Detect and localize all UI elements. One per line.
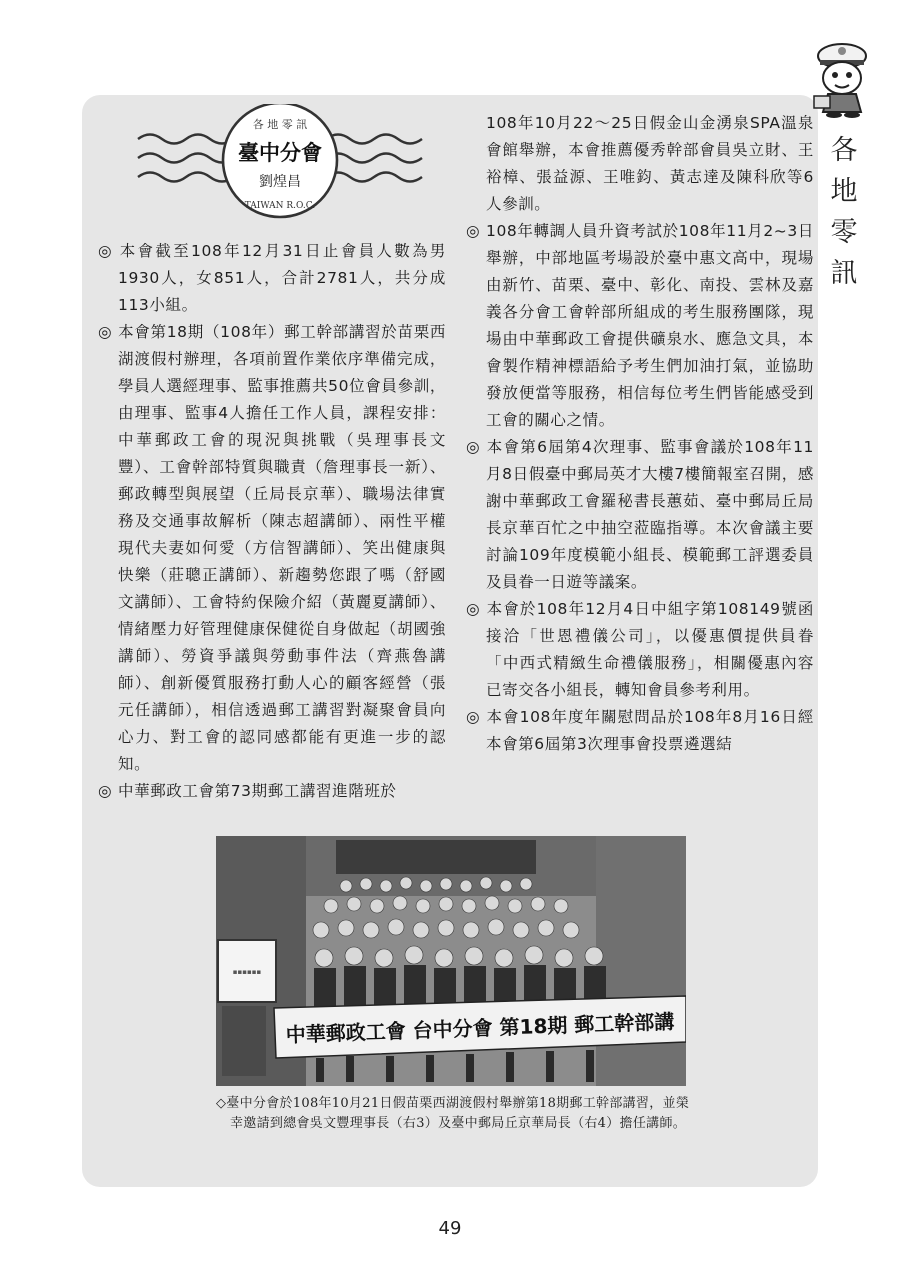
stamp-bottom-text: TAIWAN R.O.C. (244, 201, 316, 211)
photo-caption-text: ◇臺中分會於108年10月21日假苗栗西湖渡假村舉辦第18期郵工幹部講習，並榮幸邀請到總會吳文豐理事長（右3）及臺中郵局丘京華局長（右4）擔任講師。 (216, 1096, 690, 1131)
group-photo-illustration (216, 836, 686, 1086)
news-item: ◎ 本會於108年12月4日中組字第108149號函接洽「世恩禮儀公司」，以優惠價提供員眷「中西式精緻生命禮儀服務」，相關優惠內容已寄交各小組長，轉知會員參考利用。 (466, 600, 814, 699)
news-item: ◎ 108年轉調人員升資考試於108年11月2~3日舉辦，中部地區考場設於臺中惠文高中，現場由新竹、苗栗、臺中、彰化、南投、雲林及嘉義各分會工會幹部所組成的考生服務團隊，現場由中華郵政工會提供礦泉水、應急文具，本會製作精神標語給予考生們加油打氣，並協助發放便當等服務，相信每位考生們皆能感受到工會的關心之情。 (466, 222, 814, 429)
section-title-char: 地 (830, 176, 858, 207)
postmark-waves-left (138, 135, 234, 182)
postmark-waves-right (326, 135, 422, 182)
news-item: ◎ 本會第6屆第4次理事、監事會議於108年11月8日假臺中郵局英才大樓7樓簡報室召開，感謝中華郵政工會羅秘書長蕙茹、臺中郵局丘局長京華百忙之中抽空蒞臨指導。本次會議主要討論109年度模範小組長、模範郵工評選委員及員眷一日遊等議案。 (466, 438, 814, 591)
news-item: ◎ 本會截至108年12月31日止會員人數為男1930人，女851人，合計2781人，共分成113小組。 (98, 242, 446, 314)
stamp-top-text: 各 地 零 訊 (252, 118, 308, 131)
postman-mascot-icon (808, 36, 874, 118)
page-number: 49 (438, 1218, 462, 1239)
news-item: ◎ 本會第18期（108年）郵工幹部講習於苗栗西湖渡假村辦理，各項前置作業依序準備完成，學員人選經理事、監事推薦共50位會員參訓，由理事、監事4人擔任工作人員，課程安排：中華郵政工會的現況與挑戰（吳理事長文豐）、工會幹部特質與職責（詹理事長一新）、郵政轉型與展望（丘局長京華）、職場法律實務及交通事故解析（陳志超講師）、兩性平權現代夫妻如何愛（方信智講師）、笑出健康與快樂（莊聰正講師）、新趨勢您跟了嗎（舒國文講師）、工會特約保險介紹（黃麗夏講師）、情緒壓力好管理健康保健從自身做起（胡國強講師）、勞資爭議與勞動事件法（齊燕魯講師）、創新優質服務打動人心的顧客經營（張元任講師），相信透過郵工講習對凝聚會員向心力、對工會的認同感都能有更進一步的認知。 (98, 323, 446, 773)
postmark-stamp (130, 104, 430, 222)
photo-caption (216, 1094, 696, 1134)
stamp-author: 劉煌昌 (259, 174, 301, 190)
section-title-char: 零 (830, 217, 858, 248)
group-photo (216, 836, 686, 1086)
photo-sign-text: ▪▪▪▪▪▪ (232, 968, 262, 976)
stamp-title: 臺中分會 (238, 141, 322, 165)
left-column (98, 238, 446, 805)
section-title-char: 各 (830, 135, 858, 166)
news-item-continued: 108年10月22～25日假金山金湧泉SPA溫泉會館舉辦，本會推薦優秀幹部會員吳立財、王裕樟、張益源、王唯鈞、黃志達及陳科欣等6人參訓。 (486, 114, 814, 213)
photo-banner-text: 中華郵政工會 台中分會 第18期 郵工幹部講 (285, 1009, 675, 1047)
right-column (466, 110, 814, 758)
section-title-vertical (826, 130, 862, 294)
section-title-char: 訊 (830, 258, 858, 289)
news-item: ◎ 中華郵政工會第73期郵工講習進階班於 (98, 782, 397, 800)
news-item: ◎ 本會108年度年關慰問品於108年8月16日經本會第6屆第3次理事會投票遴選結 (466, 708, 814, 753)
